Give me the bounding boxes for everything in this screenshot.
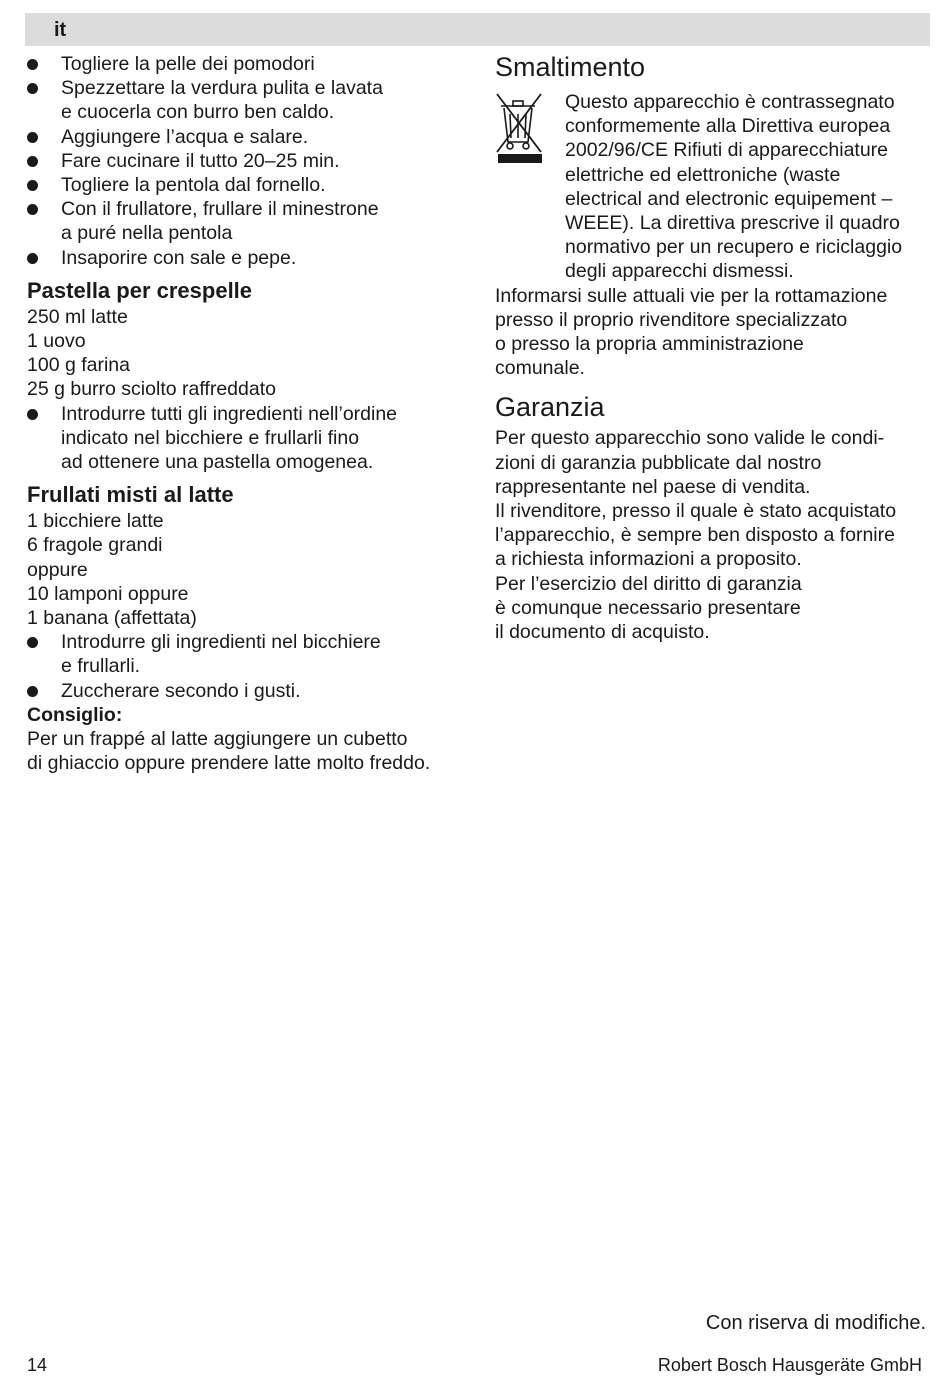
list-item-text: e cuocerla con burro ben caldo. [61, 101, 335, 124]
list-item-text: a puré nella pentola [61, 222, 233, 245]
ingredient-line: oppure [27, 558, 88, 581]
crossed-out-bin-icon [495, 90, 565, 284]
garanzia-text [495, 426, 930, 644]
pastella-title: Pastella per crespelle [27, 277, 253, 303]
list-item [27, 630, 467, 678]
list-item [27, 402, 467, 475]
soup-steps-list [27, 52, 467, 270]
bullet-icon [27, 59, 38, 70]
text-line: Il rivenditore, presso il quale è stato acquistato [495, 500, 897, 523]
weee-block [495, 90, 930, 284]
bullet-icon [27, 83, 38, 94]
list-item [27, 173, 467, 197]
ingredient-line: 1 uovo [27, 330, 86, 353]
bullet-icon [27, 156, 38, 167]
list-item-text: Spezzettare la verdura pulita e lavata [61, 77, 383, 100]
language-code: it [54, 19, 67, 41]
ingredient-line: 6 fragole grandi [27, 534, 163, 557]
list-item [27, 52, 467, 76]
bullet-icon [27, 132, 38, 143]
text-line: comunale. [495, 357, 585, 380]
pastella-steps-list [27, 402, 467, 475]
page-number: 14 [27, 1355, 48, 1375]
list-item [27, 149, 467, 173]
text-line: conformemente alla Direttiva europea [565, 115, 891, 138]
text-line: presso il proprio rivenditore specializzato [495, 308, 848, 331]
consiglio-text [27, 727, 467, 775]
company-name: Robert Bosch Hausgeräte GmbH [657, 1355, 922, 1375]
ingredient-line: 1 banana (affettata) [27, 607, 197, 630]
text-line: rappresentante nel paese di vendita. [495, 475, 811, 498]
list-item-text: Aggiungere l’acqua e salare. [61, 125, 309, 148]
frullati-title: Frullati misti al latte [27, 482, 234, 508]
frullati-steps-list [27, 630, 467, 703]
text-line: 2002/96/CE Rifiuti di apparecchiature [565, 139, 889, 162]
list-item-text: indicato nel bicchiere e frullarli fino [61, 426, 360, 449]
language-header-bar [25, 13, 930, 46]
weee-text [565, 90, 930, 284]
text-line: zioni di garanzia pubblicate dal nostro [495, 451, 822, 474]
list-item-text: e frullarli. [61, 655, 141, 678]
text-line: elettriche ed elettroniche (waste [565, 163, 841, 186]
text-line: normativo per un recupero e riciclaggio [565, 236, 903, 259]
list-item-text: ad ottenere una pastella omogenea. [61, 451, 374, 474]
disposal-info-text [495, 284, 930, 381]
list-item-text: Introdurre gli ingredienti nel bicchiere [61, 631, 381, 654]
text-line: o presso la propria amministrazione [495, 333, 804, 356]
left-column [27, 52, 467, 775]
garanzia-title: Garanzia [495, 392, 605, 423]
ingredient-line: 100 g farina [27, 354, 130, 377]
ingredient-line: 250 ml latte [27, 305, 128, 328]
list-item-text: Togliere la pelle dei pomodori [61, 53, 315, 75]
text-line: WEEE). La direttiva prescrive il quadro [565, 212, 900, 235]
text-line: a richiesta informazioni a proposito. [495, 548, 802, 571]
text-line: è comunque necessario presentare [495, 596, 801, 619]
frullati-ingredients [27, 509, 467, 630]
ingredient-line: 25 g burro sciolto raffreddato [27, 378, 276, 401]
list-item-text: Insaporire con sale e pepe. [61, 246, 297, 269]
bullet-icon [27, 204, 38, 215]
footer-note: Con riserva di modifiche. [705, 1312, 926, 1334]
text-line: di ghiaccio oppure prendere latte molto freddo. [27, 752, 431, 775]
text-line: Questo apparecchio è contrassegnato [565, 91, 895, 113]
text-line: electrical and electronic equipement – [565, 187, 893, 210]
bullet-icon [27, 180, 38, 191]
list-item-text: Con il frullatore, frullare il minestrone [61, 198, 379, 221]
smaltimento-title: Smaltimento [495, 52, 646, 82]
list-item [27, 197, 467, 245]
list-item [27, 246, 467, 270]
bullet-icon [27, 637, 38, 648]
list-item-text: Fare cucinare il tutto 20–25 min. [61, 149, 340, 172]
list-item-text: Introdurre tutti gli ingredienti nell’ordine [61, 402, 398, 425]
list-item [27, 125, 467, 149]
ingredient-line: 1 bicchiere latte [27, 510, 164, 533]
text-line: il documento di acquisto. [495, 621, 710, 644]
text-line: Per un frappé al latte aggiungere un cubetto [27, 727, 408, 750]
right-column [495, 50, 930, 644]
list-item-text: Zuccherare secondo i gusti. [61, 679, 301, 702]
ingredient-line: 10 lamponi oppure [27, 582, 189, 605]
list-item [27, 679, 467, 703]
text-line: Informarsi sulle attuali vie per la rottamazione [495, 284, 888, 307]
text-line: l’apparecchio, è sempre ben disposto a fornire [495, 524, 895, 547]
text-line: Per l’esercizio del diritto di garanzia [495, 572, 802, 595]
list-item [27, 76, 467, 124]
text-line: degli apparecchi dismessi. [565, 260, 794, 283]
bullet-icon [27, 253, 38, 264]
text-line: Per questo apparecchio sono valide le condi- [495, 427, 885, 450]
bullet-icon [27, 409, 38, 420]
bullet-icon [27, 686, 38, 697]
list-item-text: Togliere la pentola dal fornello. [61, 174, 326, 197]
consiglio-title: Consiglio: [27, 703, 123, 726]
pastella-ingredients [27, 305, 467, 402]
